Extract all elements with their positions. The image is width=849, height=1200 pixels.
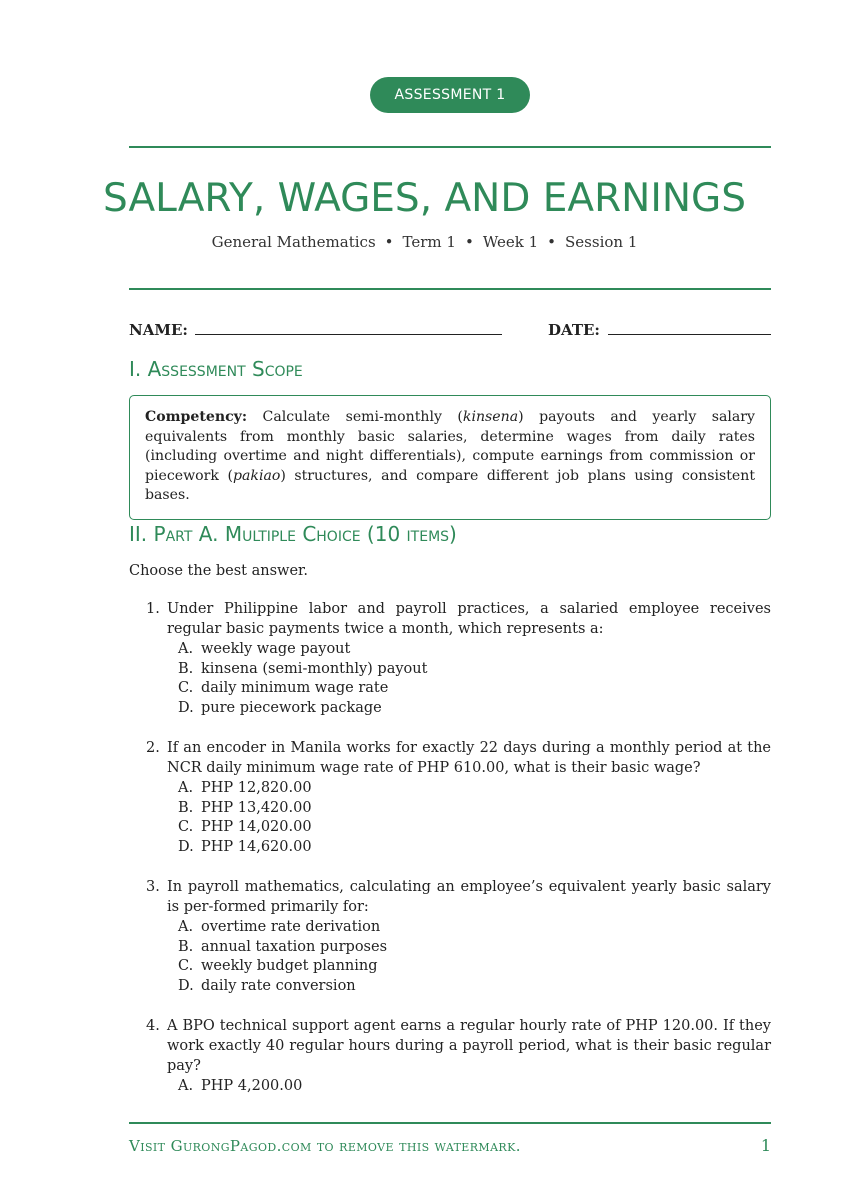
answer-option[interactable] [178, 660, 771, 680]
answer-option[interactable] [178, 799, 771, 819]
assessment-badge: ASSESSMENT 1 [370, 77, 530, 113]
option-letter: C. [178, 958, 194, 974]
answer-option[interactable] [178, 918, 771, 938]
question-item [129, 738, 771, 857]
competency-term-kinsena: kinsena [462, 409, 519, 425]
question-text: In payroll mathematics, calculating an employee’s equivalent yearly basic salary is per-formed primarily for: [167, 879, 771, 915]
watermark-note: Visit GurongPagod.com to remove this watermark. [129, 1137, 521, 1155]
subtitle-term: Term 1 [402, 233, 456, 251]
option-letter: B. [178, 938, 194, 955]
subtitle-separator: • [547, 233, 557, 251]
option-list [178, 918, 771, 996]
option-text: weekly budget planning [201, 958, 378, 974]
question-text: If an encoder in Manila works for exactly 22 days during a monthly period at the NCR daily minimum wage rate of PHP 610.00, what is their basic wage? [167, 740, 771, 776]
competency-text: ) payouts and yearly salary equivalents from monthly basic salaries, determine wages from daily rates (including overtime and night differentials), compute earnings from commission or piecework ( [145, 409, 755, 484]
page-title: SALARY, WAGES, AND EARNINGS [102, 176, 747, 221]
answer-option[interactable] [178, 938, 771, 958]
subtitle-separator: • [384, 233, 394, 251]
question-number: 2. [146, 740, 160, 756]
option-letter: B. [178, 799, 194, 816]
option-letter: C. [178, 819, 194, 835]
option-text: annual taxation purposes [201, 938, 388, 955]
question-number: 1. [146, 601, 160, 617]
competency-text: ) structures, and compare different job plans using consistent bases. [145, 467, 755, 503]
answer-option[interactable] [178, 977, 771, 997]
question-text: A BPO technical support agent earns a regular hourly rate of PHP 120.00. If they work exactly 40 regular hours during a payroll period, what is their basic regular pay? [167, 1018, 771, 1074]
option-letter: D. [178, 838, 194, 855]
option-text: overtime rate derivation [201, 919, 381, 935]
competency-term-pakiao: pakiao [232, 467, 281, 484]
header-rule-bottom [129, 288, 771, 290]
date-label: DATE: [548, 321, 600, 339]
question-number: 3. [146, 879, 160, 895]
instructions: Choose the best answer. [129, 563, 308, 579]
page-number: 1 [760, 1136, 771, 1155]
question-text: Under Philippine labor and payroll practices, a salaried employee receives regular basic payments twice a month, which represents a: [167, 601, 771, 637]
date-field[interactable] [608, 334, 771, 335]
option-text: PHP 14,620.00 [201, 838, 312, 855]
footer-rule [129, 1122, 771, 1124]
question-number: 4. [146, 1018, 160, 1034]
subtitle-session: Session 1 [565, 233, 638, 251]
option-text: kinsena (semi-monthly) payout [201, 660, 428, 677]
name-label: NAME: [129, 321, 188, 339]
competency-label: Competency: [145, 409, 248, 425]
header-rule-top [129, 146, 771, 148]
option-letter: C. [178, 680, 194, 696]
answer-option[interactable] [178, 699, 771, 719]
option-text: pure piecework package [201, 699, 382, 716]
option-text: PHP 13,420.00 [201, 799, 312, 816]
section-heading-part-a: II. Part A. Multiple Choice (10 items) [129, 522, 457, 546]
question-item [129, 877, 771, 996]
option-text: PHP 12,820.00 [201, 780, 312, 796]
option-text: PHP 14,020.00 [201, 819, 312, 835]
subtitle-subject: General Mathematics [211, 233, 376, 251]
answer-option[interactable] [178, 838, 771, 858]
option-text: daily rate conversion [201, 977, 356, 994]
option-list [178, 779, 771, 857]
option-letter: A. [178, 641, 194, 657]
competency-text: Calculate semi-monthly ( [262, 409, 463, 425]
option-text: daily minimum wage rate [201, 680, 389, 696]
answer-option[interactable] [178, 679, 771, 699]
option-list [178, 640, 771, 718]
subtitle-week: Week 1 [482, 233, 539, 251]
section-heading-scope: I. Assessment Scope [129, 357, 303, 381]
option-text: PHP 4,200.00 [201, 1078, 303, 1094]
option-letter: D. [178, 977, 194, 994]
option-letter: A. [178, 780, 194, 796]
option-letter: B. [178, 660, 194, 677]
answer-option[interactable] [178, 779, 771, 799]
option-letter: A. [178, 1078, 194, 1094]
option-letter: D. [178, 699, 194, 716]
option-text: weekly wage payout [201, 641, 351, 657]
page-subtitle [0, 233, 849, 251]
answer-option[interactable] [178, 640, 771, 660]
name-field[interactable] [195, 334, 502, 335]
option-letter: A. [178, 919, 194, 935]
answer-option[interactable] [178, 818, 771, 838]
competency-box [129, 395, 771, 520]
answer-option[interactable] [178, 1077, 771, 1097]
question-item [129, 1016, 771, 1097]
question-item [129, 599, 771, 718]
answer-option[interactable] [178, 957, 771, 977]
option-list [178, 1077, 771, 1097]
subtitle-separator: • [464, 233, 474, 251]
